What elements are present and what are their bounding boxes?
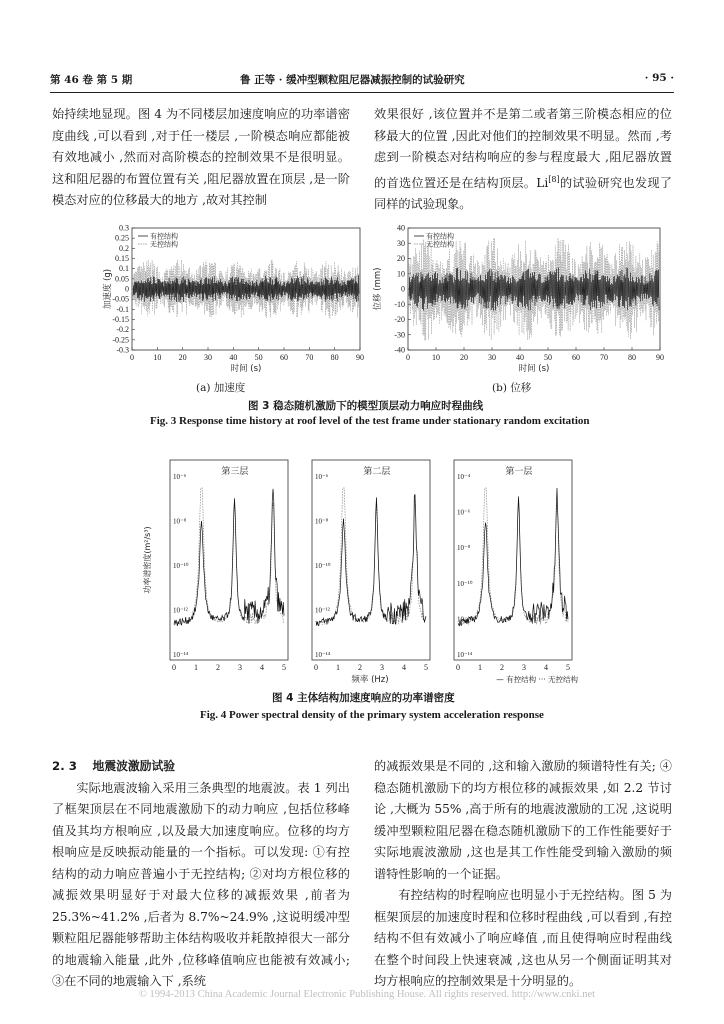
header-rule [50,92,674,93]
x-tick-label: 80 [330,353,339,362]
figure3-caption-en: Fig. 3 Response time history at roof level of the test frame under stationary random excitation [150,415,590,427]
legend-uncontrolled: 无控结构 [150,240,178,249]
text-column-bottom-right [374,756,672,993]
psd-legend: — 有控结构 ··· 无控结构 [496,675,578,684]
y-tick-label: 10⁻⁶ [173,473,187,481]
psd-panel-title: 第一层 [505,467,533,477]
figure4-caption-cn: 图 4 主体结构加速度响应的功率谱密度 [272,692,455,704]
y-tick-label: 0.05 [115,274,129,284]
y-tick-label: 10⁻⁶ [315,473,329,481]
legend-controlled: 有控结构 [426,232,454,241]
psd-panel-title: 第二层 [363,467,391,477]
x-axis-label: 频率 (Hz) [351,675,389,685]
uncontrolled-psd [174,488,284,626]
y-tick-label: -0.1 [116,304,129,314]
y-tick-label: 10⁻¹² [315,606,330,615]
text-column-top-right [374,104,672,216]
x-tick-label: 5 [566,663,570,672]
y-tick-label: 10⁻⁶ [457,508,471,517]
x-tick-label: 10 [432,353,440,362]
x-tick-label: 20 [460,353,468,362]
controlled-psd [458,488,568,626]
y-tick-label: 10⁻⁴ [457,473,471,481]
y-axis-label: 加速度 (g) [103,268,113,310]
x-tick-label: 5 [282,663,286,672]
text-column-top-left [52,104,350,212]
paragraph: 的减振效果是不同的 ,这和输入激励的频谱特性有关; ④稳态随机激励下的均方根位移的减振效果 ,如 2.2 节讨论 ,大概为 55% ,高于所有的地震波激励的工况 ,这说明缓冲型颗粒阻尼器在稳态随机激励下的工作性能要好于实际地震波激励 ,这也是其工作性能受到输入激励的频谱特性影响的一个证据。 [374,759,672,881]
x-tick-label: 0 [406,353,410,362]
y-tick-label: -10 [394,299,405,309]
x-tick-label: 3 [522,663,526,672]
y-tick-label: 10⁻¹⁰ [315,562,331,570]
x-tick-label: 40 [516,353,524,362]
running-title: 鲁 正等 · 缓冲型颗粒阻尼器减振控制的试验研究 [240,74,465,86]
y-tick-label: -20 [394,315,405,324]
x-tick-label: 60 [572,353,580,362]
y-tick-label: 10⁻⁸ [457,544,471,553]
figure3-caption-cn: 图 3 稳态随机激励下的模型顶层动力响应时程曲线 [248,400,484,412]
y-tick-label: -0.25 [112,335,129,345]
y-tick-label: -0.05 [112,294,129,304]
x-tick-label: 90 [656,353,664,362]
journal-volume: 第 46 卷 第 5 期 [50,74,133,86]
x-tick-label: 0 [130,353,134,362]
x-tick-label: 1 [478,663,482,672]
x-tick-label: 60 [280,353,288,362]
y-tick-label: 30 [397,238,405,248]
x-tick-label: 4 [260,663,264,672]
y-axis-label: 功率谱密度(m²/s³) [143,526,152,594]
y-tick-label: 0.25 [115,233,129,243]
x-tick-label: 20 [178,353,187,362]
x-tick-label: 5 [424,663,428,672]
figure4-caption-en: Fig. 4 Power spectral density of the primary system acceleration response [200,709,544,721]
y-tick-label: 10⁻¹² [457,615,472,624]
psd-panel-frame [312,460,430,660]
psd-panel-title: 第三层 [221,467,249,477]
y-tick-label: 10⁻¹⁴ [457,651,473,659]
y-tick-label: -0.15 [112,315,129,324]
y-tick-label: 10⁻¹⁴ [173,651,189,659]
x-tick-label: 10 [153,353,162,362]
y-tick-label: -0.2 [116,325,129,335]
x-tick-label: 2 [358,663,362,672]
x-tick-label: 40 [229,353,238,362]
y-tick-label: 20 [397,254,405,263]
x-axis-label: 时间 (s) [230,364,262,374]
x-tick-label: 1 [336,663,340,672]
paragraph: 实际地震波输入采用三条典型的地震波。表 1 列出了框架顶层在不同地震激励下的动力响应 ,包括位移峰值及其均方根响应 ,以及最大加速度响应。位移的均方根响应是反映振动能量的一个指标。可以发现: ①有控结构的动力响应普遍小于无控结构; ②对均方根位移的减振效果明显好于对最大位移的减振效果 ,前者为 25.3%~41.2% ,后者为 8.7%~24.9% ,这说明缓冲型颗粒阻尼器能够帮助主体结构吸收并耗散掉很大一部分的地震输入能量 ,此外 ,位移峰值响应也能被有效减小; ③在不同的地震输入下 ,系统 [52,780,350,988]
x-tick-label: 0 [456,663,460,672]
x-tick-label: 70 [305,353,314,362]
y-tick-label: 0 [125,284,129,294]
text-run: 效果很好 ,该位置并不是第二或者第三阶模态相应的位移最大的位置 ,因此对他们的控制效果不明显。然而 ,考虑到一阶模态对结构响应的参与程度最大 ,阻尼器放置的首选位置还是在结构顶层。Li [374,107,672,190]
y-tick-label: 0.15 [115,254,129,263]
y-tick-label: 10⁻¹⁰ [173,562,189,570]
running-header [50,72,674,90]
x-tick-label: 50 [544,353,552,362]
y-tick-label: -30 [394,330,405,340]
section-heading [52,756,350,778]
legend-uncontrolled: 无控结构 [426,240,454,249]
x-tick-label: 2 [216,663,220,672]
x-tick-label: 0 [172,663,176,672]
psd-panel-frame [170,460,288,660]
figure3-acceleration-plot [100,222,370,382]
uncontrolled-psd [316,488,426,625]
x-tick-label: 80 [628,353,636,362]
y-axis-label: 位移 (mm) [373,267,383,311]
text-run: 的试验研究也发现了同样的试验现象。 [374,175,672,212]
citation: [8] [548,174,560,184]
x-tick-label: 4 [402,663,406,672]
x-axis-label: 时间 (s) [518,364,550,374]
y-tick-label: 10 [397,269,405,279]
x-tick-label: 4 [544,663,548,672]
y-tick-label: 10⁻⁸ [173,517,187,526]
x-tick-label: 90 [356,353,364,362]
psd-panel-frame [454,460,572,660]
y-tick-label: 10⁻¹⁴ [315,651,331,659]
figure3-sublabel-a: (a) 加速度 [196,382,246,394]
x-tick-label: 0 [314,663,318,672]
y-tick-label: 10⁻⁸ [315,517,329,526]
x-tick-label: 30 [204,353,212,362]
y-tick-label: 0.2 [119,243,129,253]
paragraph: 始持续地显现。图 4 为不同楼层加速度响应的功率谱密度曲线 ,可以看到 ,对于任一楼层 ,一阶模态响应都能被有效地减小 ,然而对高阶模态的控制效果不是很明显。这和阻尼器的布置位置有关 ,阻尼器放置在顶层 ,是一阶模态对应的位移最大的地方 ,故对其控制 [52,107,350,207]
legend-controlled: 有控结构 [150,232,178,241]
y-tick-label: 0.3 [119,223,129,233]
x-tick-label: 1 [194,663,198,672]
text-column-bottom-left [52,756,350,993]
controlled-psd [316,494,426,625]
paragraph: 有控结构的时程响应也明显小于无控结构。图 5 为框架顶层的加速度时程和位移时程曲线 ,可以看到 ,有控结构不但有效减小了响应峰值 ,而且使得响应时程曲线在整个时间段上快速衰减 ,这也从另一个侧面证明其对均方根响应的控制效果是十分明显的。 [374,888,672,988]
y-tick-label: -40 [394,345,405,355]
y-tick-label: 10⁻¹² [173,606,188,615]
paragraph [374,104,672,216]
y-tick-label: 0 [401,284,405,294]
section-number: 2. 3 [52,759,78,773]
controlled-psd [174,489,284,626]
figure4-psd-plots [140,452,580,688]
x-tick-label: 50 [254,353,263,362]
x-tick-label: 70 [600,353,608,362]
y-tick-label: 40 [397,223,405,233]
y-tick-label: -0.3 [116,345,129,355]
figure3-displacement-plot [370,222,670,382]
copyright-footer: © 1994-2013 China Academic Journal Electronic Publishing House. All rights reserved. http://www.cnki.net [138,989,596,1000]
y-tick-label: 0.1 [119,264,129,274]
x-tick-label: 30 [488,353,496,362]
page-number: · 95 · [644,72,674,84]
figure3-sublabel-b: (b) 位移 [492,382,532,394]
x-tick-label: 3 [238,663,242,672]
x-tick-label: 3 [380,663,384,672]
x-tick-label: 2 [500,663,504,672]
section-title: 地震波激励试验 [92,759,176,773]
y-tick-label: 10⁻¹⁰ [457,579,473,588]
